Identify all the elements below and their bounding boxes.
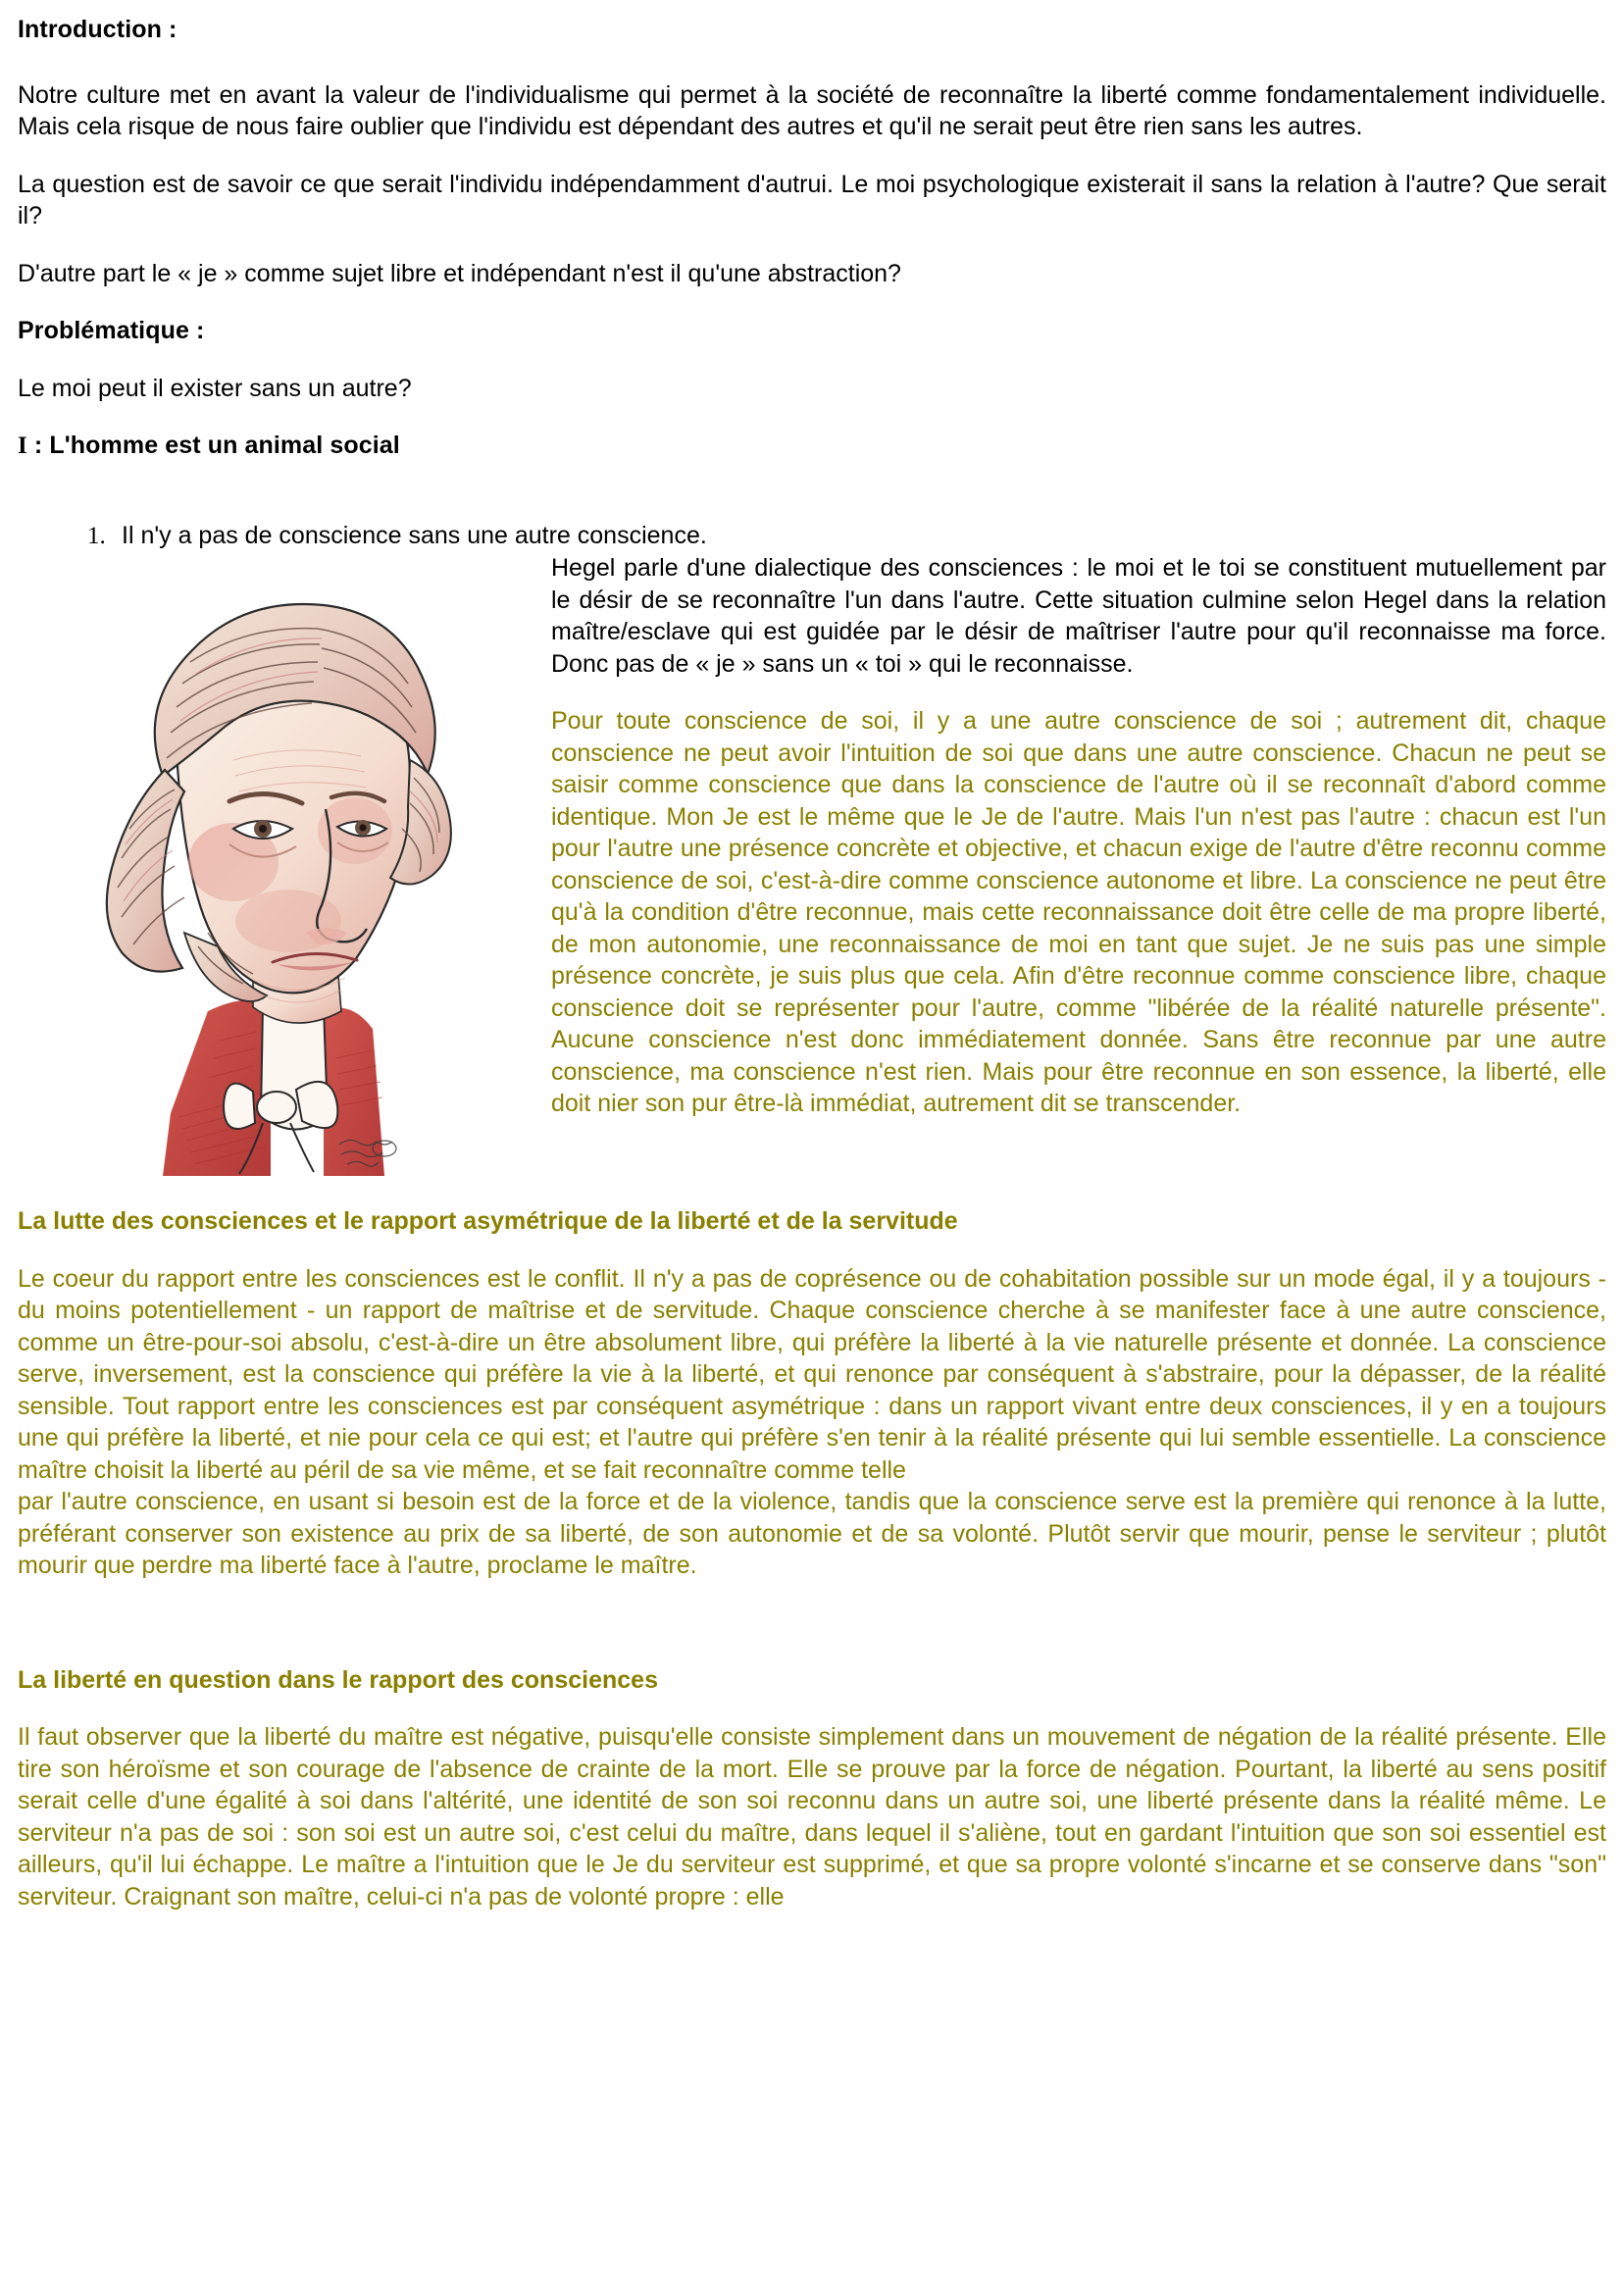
problematique-text: Le moi peut il exister sans un autre?	[18, 374, 412, 402]
spacer	[18, 463, 1606, 520]
list-item-label: Il n'y a pas de conscience sans une autre conscience.	[122, 521, 707, 549]
intro-paragraph-3: D'autre part le « je » comme sujet libre et indépendant n'est il qu'une abstraction?	[18, 259, 901, 287]
numbered-list	[18, 520, 1606, 553]
section-separator: :	[26, 432, 50, 459]
subheading-lutte-des-consciences: La lutte des consciences et le rapport asymétrique de la liberté et de la servitude	[18, 1207, 958, 1235]
hegel-portrait-container	[61, 568, 530, 1176]
spacer	[551, 680, 1606, 705]
spacer	[18, 143, 1606, 169]
intro-paragraph-1: Notre culture met en avant la valeur de l'individualisme qui permet à la société de reconnaître la liberté comme fondamentalement individuelle. Mais cela risque de nous faire oublier que l'individu est dépendant des autres et qu'il ne serait peut être rien sans les autres.	[18, 80, 1606, 140]
hegel-caricature-portrait-icon	[61, 568, 482, 1176]
hegel-paragraph: Hegel parle d'une dialectique des consciences : le moi et le toi se constituent mutuellement par le désir de se reconnaître l'un dans l'autre. Cette situation culmine selon Hegel dans la relation maître/esclave qui est guidée par le désir de maîtriser l'autre pour qu'il reconnaisse ma force. Donc pas de « je » sans un « toi » qui le reconnaisse.	[551, 554, 1606, 678]
spacer	[18, 1582, 1606, 1664]
hegel-figure-block	[18, 552, 1606, 1180]
spacer	[18, 46, 1606, 79]
hegel-text-column	[551, 552, 1606, 1120]
spacer	[18, 289, 1606, 315]
spacer	[18, 347, 1606, 373]
spacer	[18, 1180, 1606, 1205]
lutte-paragraph-part-2: par l'autre conscience, en usant si besoin est de la force et de la violence, tandis que la conscience serve est la première qui renonce à la lutte, préférant conserver son existence au prix de sa liberté, de son autonomie et de sa volonté. Plutôt servir que mourir, pense le serviteur ; plutôt mourir que perdre ma liberté face à l'autre, proclame le maître.	[18, 1488, 1606, 1579]
spacer	[18, 1696, 1606, 1721]
list-item	[112, 520, 1606, 553]
lutte-paragraph-part-1: Le coeur du rapport entre les consciences est le conflit. Il n'y a pas de coprésence ou de cohabitation possible sur un mode égal, il y a toujours - du moins potentiellement - un rapport de maîtrise et de servitude. Chaque conscience cherche à se manifester face à une autre conscience, comme un être-pour-soi absolu, c'est-à-dire un être absolument libre, qui préfère la liberté à la vie naturelle présente et donnée. La conscience serve, inversement, est la conscience qui préfère la vie à la liberté, et qui renonce par conséquent à s'abstraire, pour la dépasser, de la réalité sensible. Tout rapport entre les consciences est par conséquent asymétrique : dans un rapport vivant entre deux consciences, il y en a toujours une qui préfère la liberté, et nie pour cela ce qui est; et l'autre qui préfère s'en tenir à la réalité présente qui lui semble essentielle. La conscience maître choisit la liberté au péril de sa vie même, et se fait reconnaître comme telle	[18, 1264, 1606, 1484]
introduction-heading: Introduction :	[18, 16, 178, 43]
hegel-quote-paragraph: Pour toute conscience de soi, il y a une autre conscience de soi ; autrement dit, chaque conscience ne peut avoir l'intuition de soi que dans une autre conscience. Chacun ne peut se saisir comme conscience que dans la conscience de l'autre où il se reconnaît d'abord comme identique. Mon Je est le même que le Je de l'autre. Mais l'un n'est pas l'autre : chacun est l'un pour l'autre une présence concrète et objective, et chacun exige de l'autre d'être reconnu comme conscience de soi, c'est-à-dire comme conscience autonome et libre. La conscience ne peut être qu'à la condition d'être reconnue, mais cette reconnaissance doit être celle de ma propre liberté, de mon autonomie, une reconnaissance de moi en tant que sujet. Je ne suis pas une simple présence concrète, je suis plus que cela. Afin d'être reconnue comme conscience libre, chaque conscience doit se représenter pour l'autre, comme "libérée de la réalité naturelle présente". Aucune conscience n'est donc immédiatement donnée. Sans être reconnue par une autre conscience, ma conscience n'est rien. Mais pour être reconnue en son essence, la liberté, elle doit nier son pur être-là immédiat, autrement dit se transcender.	[551, 707, 1606, 1117]
section-one-title: L'homme est un animal social	[49, 432, 400, 459]
spacer	[18, 404, 1606, 430]
liberte-paragraph: Il faut observer que la liberté du maître est négative, puisqu'elle consiste simplement dans un mouvement de négation de la réalité présente. Elle tire son héroïsme et son courage de l'absence de crainte de la mort. Elle se prouve par la force de négation. Pourtant, la liberté au sens positif serait celle d'une égalité à soi dans l'altérité, une identité de son soi reconnu dans un autre soi, une liberté présente dans la réalité même. Le serviteur n'a pas de soi : son soi est un autre soi, c'est celui du maître, dans lequel il s'aliène, tout en gardant l'intuition que son soi essentiel est ailleurs, qu'il lui échappe. Le maître a l'intuition que le Je du serviteur est supprimé, et que sa propre volonté s'incarne et se conserve dans "son" serviteur. Craignant son maître, celui-ci n'a pas de volonté propre : elle	[18, 1723, 1606, 1911]
problematique-heading: Problématique :	[18, 317, 205, 344]
section-one-heading	[18, 430, 1606, 463]
subheading-liberte-en-question: La liberté en question dans le rapport des consciences	[18, 1665, 658, 1694]
spacer	[18, 232, 1606, 258]
section-roman-numeral: I	[18, 433, 27, 459]
spacer	[18, 1238, 1606, 1263]
intro-paragraph-2: La question est de savoir ce que serait l'individu indépendamment d'autrui. Le moi psychologique existerait il sans la relation à l'autre? Que serait il?	[18, 170, 1606, 229]
